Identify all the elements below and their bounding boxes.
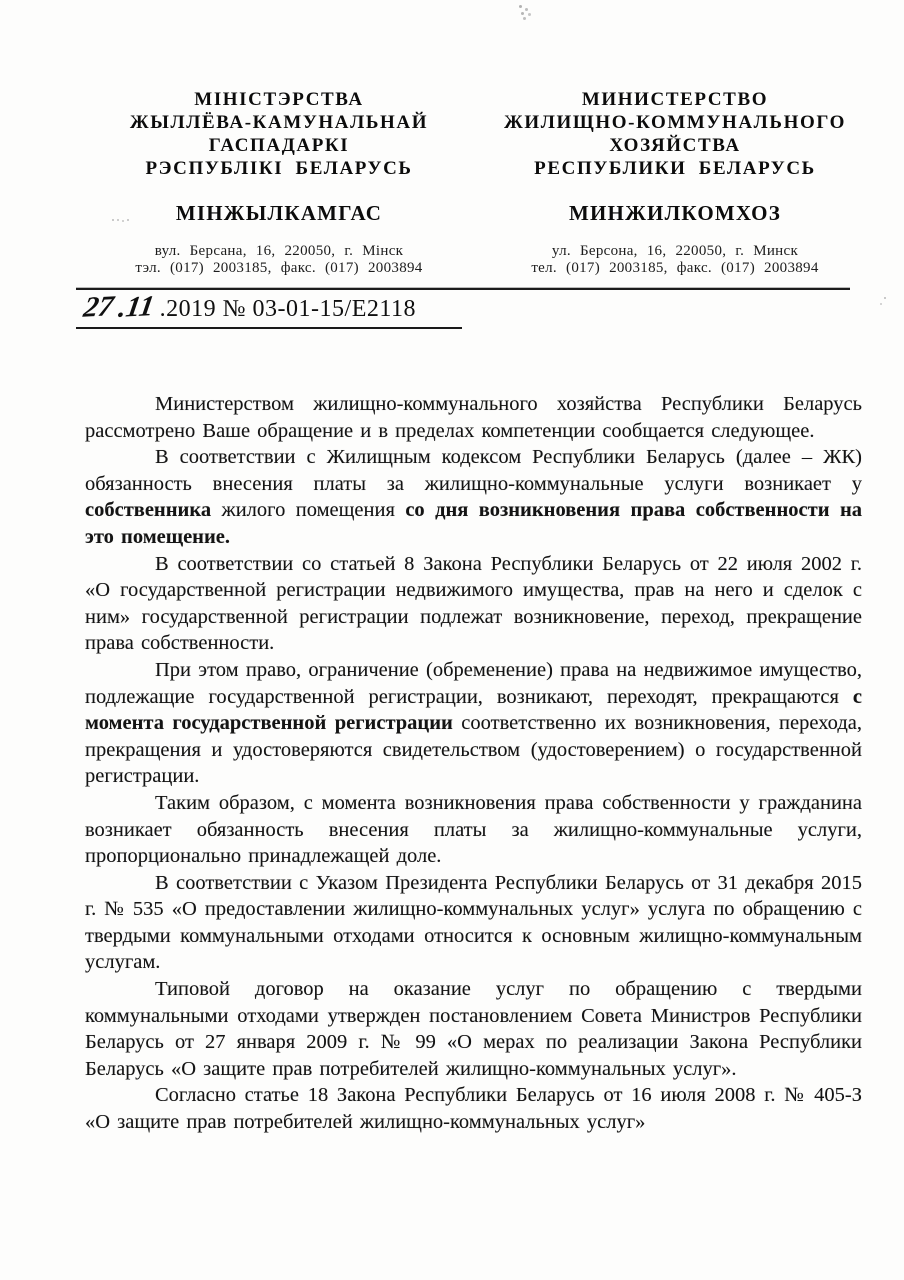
reference-line <box>76 290 462 329</box>
body-paragraph <box>85 1082 862 1135</box>
ministry-name-line: ГАСПАДАРКІ <box>208 135 350 156</box>
text-run: При этом право, ограничение (обременение) права на недвижимое имущество, подлежащие государственной регистрации, возникают, переходят, прекращаются <box>85 658 862 708</box>
letterhead-belarusian <box>90 88 468 277</box>
body-paragraph <box>85 976 862 1082</box>
address-phone-line: тел. (017) 2003185, факс. (017) 2003894 <box>531 260 819 276</box>
ministry-name-line: ЖЫЛЛЁВА-КАМУНАЛЬНАЙ <box>129 112 429 133</box>
address-street-line: ул. Берсона, 16, 220050, г. Минск <box>551 243 799 259</box>
text-run: В соответствии с Указом Президента Республики Беларусь от 31 декабря 2015 г. № 535 «О предоставлении жилищно-коммунальных услуг» услуга по обращению с твердыми коммунальными отходами относится к основным жилищно-коммунальным услугам. <box>85 871 862 974</box>
body-paragraph <box>85 391 862 444</box>
text-run: Типовой договор на оказание услуг по обращению с твердыми коммунальными отходами утвержден постановлением Совета Министров Республики Беларусь от 27 января 2009 г. № 99 «О мерах по реализации Закона Республики Беларусь «О защите прав потребителей жилищно-коммунальных услуг». <box>85 978 862 1080</box>
ministry-name-line: ЖИЛИЩНО-КОММУНАЛЬНОГО <box>504 112 846 133</box>
text-run: Таким образом, с момента возникновения права собственности у гражданина возникает обязанность внесения платы за жилищно-коммунальные услуги, пропорционально принадлежащей доле. <box>85 791 862 868</box>
bold-text-run: собственника <box>85 499 212 522</box>
reference-number: .2019 № 03-01-15/Е2118 <box>159 296 416 322</box>
body-paragraph <box>85 444 862 550</box>
text-run: Министерством жилищно-коммунального хозяйства Республики Беларусь рассмотрено Ваше обращение и в пределах компетенции сообщается следующее. <box>85 393 862 442</box>
ministry-short-name-russian: МИНЖИЛКОМХОЗ <box>568 201 781 225</box>
address-street-line: вул. Берсана, 16, 220050, г. Мінск <box>154 243 404 259</box>
letterhead-russian <box>486 88 864 277</box>
text-run: В соответствии с Жилищным кодексом Республики Беларусь (далее – ЖК) обязанность внесения платы за жилищно-коммунальные услуги возникает у <box>85 446 862 495</box>
ministry-name-line: ХОЗЯЙСТВА <box>609 135 741 156</box>
body-paragraph <box>85 790 862 870</box>
address-phone-line: тэл. (017) 2003185, факс. (017) 2003894 <box>135 260 423 276</box>
ministry-address-belarusian <box>90 243 468 277</box>
body-paragraph <box>85 657 862 790</box>
bold-text-run: со дня возникновения права собственности на это помещение. <box>85 499 863 548</box>
ministry-short-name-belarusian: МІНЖЫЛКАМГАС <box>175 201 383 225</box>
ministry-name-russian <box>486 88 864 180</box>
body-paragraph <box>85 551 862 657</box>
handwritten-month: .11 <box>116 290 157 324</box>
ministry-name-belarusian <box>90 88 468 180</box>
bold-text-run: с момента государственной регистрации <box>85 685 862 735</box>
handwritten-day: 27 <box>81 290 116 324</box>
ministry-name-line: РЭСПУБЛІКІ БЕЛАРУСЬ <box>145 158 413 179</box>
text-run: В соответствии со статьей 8 Закона Республики Беларусь от 22 июля 2002 г. «О государственной регистрации недвижимого имущества, прав на него и сделок с ним» государственной регистрации подлежат возникновение, переход, прекращение права собственности. <box>85 552 862 655</box>
letterhead <box>0 0 904 277</box>
text-run: Согласно статье 18 Закона Республики Беларусь от 16 июля 2008 г. № 405-З «О защите прав потребителей жилищно-коммунальных услуг» <box>85 1084 862 1134</box>
scan-artifact <box>884 297 886 299</box>
body-paragraph <box>85 870 862 976</box>
ministry-name-line: МІНІСТЭРСТВА <box>194 89 364 110</box>
text-run: соответственно их возникновения, перехода, прекращения и удостоверяются свидетельством (удостоверением) о государственной регистрации. <box>85 712 862 788</box>
letter-body <box>0 391 904 1136</box>
ministry-name-line: РЕСПУБЛИКИ БЕЛАРУСЬ <box>534 158 816 179</box>
text-run: жилого помещения <box>211 499 406 522</box>
ministry-address-russian <box>486 243 864 277</box>
ministry-name-line: МИНИСТЕРСТВО <box>581 89 769 110</box>
